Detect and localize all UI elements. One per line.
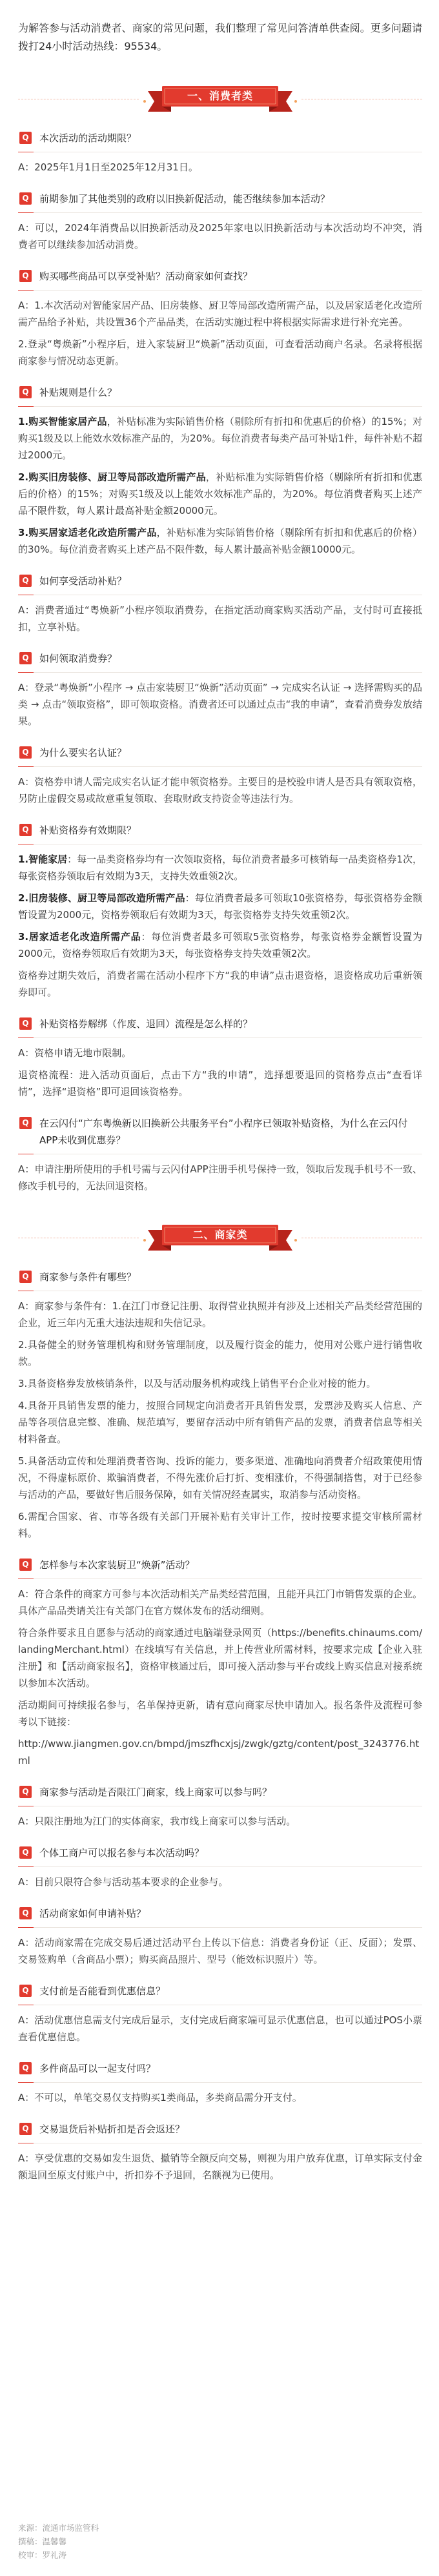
answer-lead: 1.购买智能家居产品: [18, 416, 107, 427]
answer-paragraph: [18, 2150, 422, 2183]
question-row: [18, 125, 422, 152]
question-row: [18, 568, 422, 595]
answer-paragraph: [18, 1624, 422, 1692]
answer-lead: 3.居家适老化改造所需产品: [18, 931, 141, 943]
question-row: [18, 1779, 422, 1806]
answer-text: A：只限注册地为江门的实体商家，我市线上商家可以参与活动。: [18, 1815, 296, 1827]
question-text: 在云闪付“广东粤焕新以旧换新公共服务平台”小程序已领取补贴资格，为什么在云闪付APP未收到优惠券？: [39, 1118, 408, 1146]
question-row: [18, 740, 422, 767]
question-text: 支付前是否能看到优惠信息？: [39, 1985, 166, 1997]
answer-text: 6.需配合国家、省、市等各级有关部门开展补贴有关审计工作，按时按要求提交审核所需材料。: [18, 1511, 422, 1539]
answer: [18, 1154, 422, 1194]
question-row: [18, 1264, 422, 1291]
answer: [18, 595, 422, 635]
answer-paragraph: [18, 2089, 422, 2106]
faq-item: [18, 740, 422, 807]
answer-text: 退资格流程：进入活动页面后，点击下方“我的申请”，选择想要退回的资格券点击“查看详情”，选择“退资格”即可退回该资格券。: [18, 1069, 422, 1098]
question-row: [18, 2116, 422, 2143]
q-icon: Q: [19, 652, 32, 664]
q-icon: Q: [19, 386, 32, 398]
question-text: 如何享受活动补贴？: [39, 575, 127, 587]
answer-text: A：资格申请无地市限制。: [18, 1047, 132, 1059]
footer-writer: 撰稿：温馨馨: [18, 2537, 67, 2546]
answer-paragraph: [18, 469, 422, 519]
question-text: 怎样参与本次家装厨卫“焕新”活动？: [39, 1559, 195, 1571]
question-text: 为什么要实名认证？: [39, 747, 127, 759]
faq-item: [18, 2056, 422, 2106]
answer-text: 2.登录“粤焕新”小程序后，进入家装厨卫“焕新”活动页面，可查看活动商户名录。名录将根据商家参与情况动态更新。: [18, 338, 422, 367]
answer: [18, 1579, 422, 1769]
faq-item: [18, 1011, 422, 1100]
answer-text: ，补贴标准为实际销售价格（剔除所有折扣和优惠后的价格）的30%。每位消费者购买上述产品不限件数，每人累计最高补贴金额10000元。: [18, 527, 422, 555]
answer-paragraph: [18, 524, 422, 558]
answer-text: A：活动商家需在完成交易后通过活动平台上传以下信息：消费者身份证（正、反面）；发票、交易签购单（含商品小票）；购买商品照片、型号（能效标识照片）等。: [18, 1937, 422, 1965]
answer-paragraph: [18, 1375, 422, 1392]
question-text: 补贴资格券有效期限？: [39, 824, 137, 836]
section-header: [18, 83, 422, 115]
q-icon: Q: [19, 575, 32, 587]
answer-text: A：可以，2024年消费品以旧换新活动及2025年家电以旧换新活动与本次活动均不冲突，消费者可以继续参加活动消费。: [18, 222, 422, 250]
faq-content: [18, 56, 422, 2183]
question-text: 如何领取消费券？: [39, 653, 117, 664]
question-text: 补贴资格券解绑（作废、退回）流程是怎么样的？: [39, 1018, 253, 1030]
answer-text: 2.具备健全的财务管理机构和财务管理制度，以及履行资金的能力，使用对公账户进行销售收款。: [18, 1339, 422, 1367]
answer-paragraph: [18, 297, 422, 331]
answer-text: ：每位消费者最多可领取10张资格券，每张资格券金额暂设置为2000元，资格券领取后有效期为3天，每张资格券支持失效重领2次。: [18, 892, 422, 921]
answer: [18, 1867, 422, 1890]
faq-item: [18, 380, 422, 558]
answer-paragraph: [18, 1397, 422, 1447]
faq-item: [18, 125, 422, 176]
answer-text: A：消费者通过“粤焕新”小程序领取消费券，在指定活动商家购买活动产品，支付时可直接抵扣，立享补贴。: [18, 604, 422, 633]
question-row: [18, 1978, 422, 2005]
answer-paragraph: [18, 220, 422, 253]
answer: [18, 767, 422, 807]
answer-paragraph: [18, 1067, 422, 1100]
answer: [18, 407, 422, 558]
answer-paragraph: [18, 336, 422, 369]
answer-paragraph: [18, 1874, 422, 1890]
q-icon: Q: [19, 1117, 32, 1129]
answer: [18, 291, 422, 369]
answer: [18, 213, 422, 253]
faq-item: [18, 568, 422, 635]
section-ribbon: [143, 1222, 298, 1253]
answer: [18, 152, 422, 176]
answer-paragraph: [18, 1508, 422, 1542]
answer-paragraph: [18, 1813, 422, 1830]
answer-text: A：不可以，单笔交易仅支持购买1类商品，多类商品需分开支付。: [18, 2092, 302, 2103]
question-row: [18, 646, 422, 673]
faq-section: [18, 1222, 422, 2183]
q-icon: Q: [19, 132, 32, 144]
section-title: 一、消费者类: [187, 90, 253, 102]
answer-text: 资格券过期失效后，消费者需在活动小程序下方“我的申请”点击退资格，退资格成功后重新领券即可。: [18, 970, 422, 998]
answer-text: 活动期间可持续报名参与，名单保持更新，请有意向商家尽快申请加入。报名条件及流程可参考以下链接：: [18, 1699, 422, 1728]
q-icon: Q: [19, 1271, 32, 1283]
answer-paragraph: [18, 602, 422, 635]
answer-text: A：资格券申请人需完成实名认证才能申领资格券。主要目的是校验申请人是否具有领取资格，另防止虚假交易或故意重复领取、套取财政支持资金等违法行为。: [18, 776, 422, 804]
answer-text: 5.具备活动宣传和处理消费者咨询、投诉的能力，要多渠道、准确地向消费者介绍政策使用情况，不得虚标原价、欺骗消费者，不得先涨价后打折、变相涨价，不得强制搭售，对于已经参与活动的产品，要做好售后服务保障，如有关情况经查属实，取消参与活动资格。: [18, 1455, 422, 1500]
faq-item: [18, 1779, 422, 1830]
question-row: [18, 1110, 422, 1154]
article-footer: [18, 2495, 422, 2562]
answer-text: ，补贴标准为实际销售价格（剔除所有折扣和优惠后的价格）的15%；对购买1级及以上能效水效标准产品的，为20%。每位消费者每类产品可补贴1件，每件补贴不超过2000元。: [18, 416, 423, 461]
q-icon: Q: [19, 2062, 32, 2074]
q-icon: Q: [19, 824, 32, 836]
answer-text: ，补贴标准为实际销售价格（剔除所有折扣和优惠后的价格）的15%；对购买1级及以上能效水效标准产品的，为20%。每位消费者购买上述产品不限件数，每人累计最高补贴金额20000元。: [18, 471, 422, 516]
answer-paragraph: [18, 851, 422, 884]
answer-text: A：符合条件的商家方可参与本次活动相关产品类经营范围，且能开具江门市销售发票的企业。具体产品品类请关注有关部门在官方媒体发布的活动细则。: [18, 1588, 422, 1617]
faq-item: [18, 1978, 422, 2045]
question-row: [18, 380, 422, 407]
question-text: 交易退货后补贴折扣是否会返还？: [39, 2123, 185, 2135]
q-icon: Q: [19, 2123, 32, 2135]
answer-paragraph: [18, 773, 422, 807]
q-icon: Q: [19, 270, 32, 282]
answer: [18, 1291, 422, 1542]
question-row: [18, 186, 422, 213]
answer-text: A：商家参与条件有：1.在江门市登记注册、取得营业执照并有涉及上述相关产品类经营范围的企业，近三年内无重大违法违规和失信记录。: [18, 1300, 422, 1329]
q-icon: Q: [19, 192, 32, 205]
answer-paragraph: [18, 1453, 422, 1503]
question-row: [18, 2056, 422, 2083]
intro-text: 为解答参与活动消费者、商家的常见问题，我们整理了常见问答清单供查阅。更多问题请拨打24小时活动热线：95534。: [18, 22, 422, 52]
answer: [18, 2005, 422, 2045]
footer-reviewer: 校审：罗礼涛: [18, 2550, 67, 2560]
faq-item: [18, 1552, 422, 1769]
question-text: 多件商品可以一起支付吗？: [39, 2063, 156, 2074]
q-icon: Q: [19, 1846, 32, 1859]
faq-item: [18, 186, 422, 253]
answer-text: A：1.本次活动对智能家居产品、旧房装修、厨卫等局部改造所需产品，以及居家适老化改造所需产品给予补贴，共设置36个产品品类，在活动实施过程中将根据实际需求进行补充完善。: [18, 300, 422, 328]
faq-item: [18, 2116, 422, 2183]
answer: [18, 1806, 422, 1830]
answer-text: A：2025年1月1日至2025年12月31日。: [18, 161, 198, 173]
question-row: [18, 1011, 422, 1038]
answer-paragraph: [18, 679, 422, 730]
answer-paragraph: [18, 413, 422, 464]
answer-paragraph: [18, 1161, 422, 1194]
answer-paragraph: [18, 1735, 422, 1769]
faq-section: [18, 83, 422, 1194]
answer-text: ）在线填写有关信息，并上传营业所需材料，按要求完成【企业入驻注册】和【活动商家报名】，资格审核通过后，即可接入活动参与平台或线上购买信息对接系统以参加本次活动。: [18, 1644, 422, 1689]
faq-item: [18, 1264, 422, 1542]
answer-lead: 2.旧房装修、厨卫等局部改造所需产品: [18, 892, 185, 904]
faq-item: [18, 817, 422, 1001]
faq-item: [18, 1840, 422, 1890]
answer-text: 4.具备开具销售发票的能力，按照合同规定向消费者开具销售发票，发票涉及购买人信息、产品等各项信息完整、准确、规范填写，要留存活动中所有销售产品的发票，消费者信息等相关材料备查。: [18, 1400, 422, 1445]
faq-item: [18, 1110, 422, 1194]
footer-source: 来源：流通市场监管科: [18, 2523, 99, 2533]
answer-text: ：每位消费者最多可领取5张资格券，每张资格券金额暂设置为2000元，资格券领取后有效期为3天，每张资格券支持失效重领2次。: [18, 931, 423, 959]
answer: [18, 1928, 422, 1968]
answer-paragraph: [18, 1298, 422, 1331]
faq-item: [18, 263, 422, 369]
answer-lead: 3.购买居家适老化改造所需产品: [18, 527, 157, 538]
question-text: 本次活动的活动期限？: [39, 132, 137, 144]
q-icon: Q: [19, 746, 32, 759]
section-ribbon: [143, 83, 298, 114]
question-text: 个体工商户可以报名参与本次活动吗？: [39, 1847, 205, 1859]
answer: [18, 844, 422, 1001]
answer-link[interactable]: http://www.jiangmen.gov.cn/bmpd/jmszfhcxjsj/zwgk/gztg/content/post_3243776.html: [18, 1738, 420, 1766]
question-row: [18, 1552, 422, 1579]
answer-link[interactable]: https://benefits.chinaums.com/landingMerchant.html: [18, 1627, 422, 1655]
answer-text: A：活动优惠信息需支付完成后显示，支付完成后商家端可显示优惠信息，也可以通过POS小票查看优惠信息。: [18, 2014, 422, 2043]
answer-paragraph: [18, 1697, 422, 1730]
answer-text: 符合条件要求且自愿参与活动的商家通过电脑端登录网页（: [18, 1627, 272, 1639]
question-row: [18, 263, 422, 291]
answer-paragraph: [18, 159, 422, 176]
q-icon: Q: [19, 1985, 32, 1997]
question-row: [18, 1840, 422, 1867]
answer: [18, 2083, 422, 2106]
answer: [18, 2143, 422, 2183]
faq-item: [18, 1901, 422, 1968]
question-row: [18, 1901, 422, 1928]
question-text: 活动商家如何申请补贴？: [39, 1908, 147, 1919]
q-icon: Q: [19, 1559, 32, 1571]
answer: [18, 673, 422, 730]
answer-text: A：登录“粤焕新”小程序 → 点击家装厨卫“焕新”活动页面” → 完成实名认证 → 选择需购买的品类 → 点击“领取资格”，即可领取资格。消费者还可以通过点击“我的申请”，查看消费券发放结果。: [18, 682, 422, 727]
section-title: 二、商家类: [192, 1229, 248, 1241]
answer-lead: 2.购买旧房装修、厨卫等局部改造所需产品: [18, 471, 206, 483]
q-icon: Q: [19, 1017, 32, 1030]
question-text: 前期参加了其他类别的政府以旧换新促活动，能否继续参加本活动？: [39, 193, 331, 205]
answer-paragraph: [18, 1586, 422, 1619]
answer-paragraph: [18, 967, 422, 1001]
question-row: [18, 817, 422, 844]
answer-lead: 1.智能家居: [18, 854, 68, 865]
answer-text: 3.具备资格券发放核销条件，以及与活动服务机构或线上销售平台企业对接的能力。: [18, 1378, 376, 1389]
question-text: 商家参与活动是否限江门商家，线上商家可以参与吗？: [39, 1786, 272, 1798]
answer-text: A：申请注册所使用的手机号需与云闪付APP注册手机号保持一致，领取后发现手机号不一致、修改手机号的，无法回退资格。: [18, 1163, 422, 1192]
answer-paragraph: [18, 1045, 422, 1061]
q-icon: Q: [19, 1786, 32, 1798]
answer-text: A：享受优惠的交易如发生退货、撤销等全额反向交易，则视为用户放弃优惠，订单实际支付金额退回至原支付账户中，折扣券不予退回，名额视为已使用。: [18, 2152, 422, 2181]
answer-text: A：目前只限符合参与活动基本要求的企业参与。: [18, 1876, 229, 1888]
answer-paragraph: [18, 928, 422, 962]
faq-item: [18, 646, 422, 730]
question-text: 商家参与条件有哪些？: [39, 1271, 137, 1283]
answer-paragraph: [18, 1934, 422, 1968]
question-text: 购买哪些商品可以享受补贴？活动商家如何查找？: [39, 271, 253, 282]
answer-paragraph: [18, 890, 422, 923]
answer-paragraph: [18, 2012, 422, 2045]
answer-text: ：每一品类资格券均有一次领取资格，每位消费者最多可核销每一品类资格券1次，每张资格券领取后有效期为3天，支持失效重领2次。: [18, 854, 422, 882]
q-icon: Q: [19, 1907, 32, 1919]
section-header: [18, 1222, 422, 1254]
answer: [18, 1038, 422, 1100]
answer-paragraph: [18, 1336, 422, 1370]
question-text: 补贴规则是什么？: [39, 387, 117, 398]
